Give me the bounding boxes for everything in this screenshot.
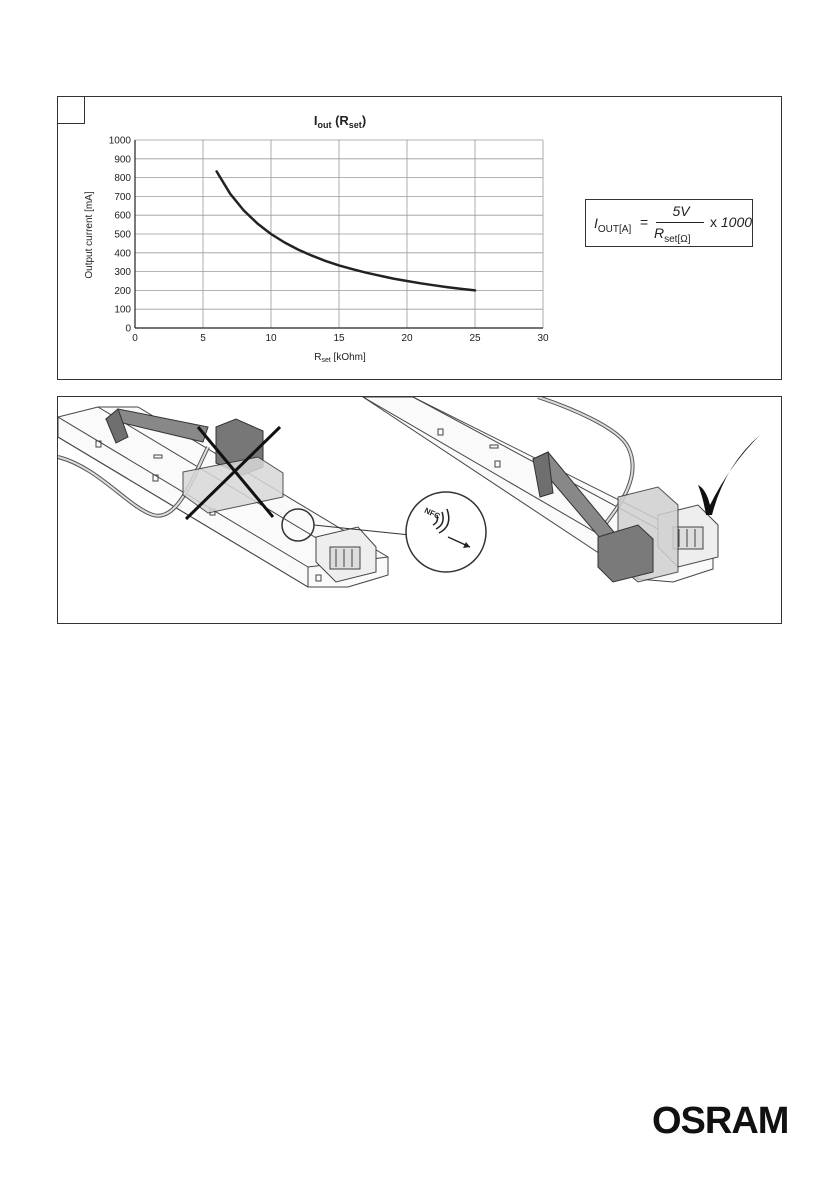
y-tick-label: 200 (114, 285, 131, 297)
installation-illustration-panel (57, 396, 782, 624)
installation-illustration (58, 397, 780, 622)
y-tick-label: 400 (114, 248, 131, 260)
nfc-zoom-icon (406, 492, 486, 572)
y-axis-label: Output current [mA] (84, 191, 95, 279)
x-tick-label: 5 (200, 333, 206, 344)
y-tick-label: 800 (114, 173, 131, 185)
correct-position-check-icon (698, 435, 760, 515)
series-line-iout (217, 171, 475, 290)
y-tick-label: 500 (114, 229, 131, 241)
osram-logo: OSRAM (652, 1100, 789, 1142)
y-tick-label: 700 (114, 191, 131, 203)
svg-text:NFC: NFC (422, 505, 442, 522)
y-tick-label: 0 (125, 323, 131, 335)
chart-title: $I_{out}$ $(R_{set})$ (313, 113, 367, 130)
x-axis-label: $R_{set}$ [kOhm] (314, 352, 366, 364)
x-tick-label: 10 (265, 333, 277, 344)
x-tick-label: 30 (537, 333, 549, 344)
output-current-chart (58, 97, 578, 377)
x-tick-label: 0 (132, 333, 138, 344)
chart-panel (57, 96, 782, 380)
x-tick-label: 15 (333, 333, 345, 344)
output-current-formula: $I_{OUT[A]}$ = 5V $R_{set[\Omega]}$ x 1000 (585, 199, 753, 247)
y-tick-label: 100 (114, 304, 131, 316)
y-tick-label: 300 (114, 267, 131, 279)
x-tick-label: 25 (469, 333, 481, 344)
x-tick-label: 20 (401, 333, 413, 344)
y-tick-label: 1000 (108, 135, 131, 147)
fraction-bar (656, 222, 704, 223)
y-tick-label: 900 (114, 154, 131, 166)
y-tick-label: 600 (114, 210, 131, 222)
